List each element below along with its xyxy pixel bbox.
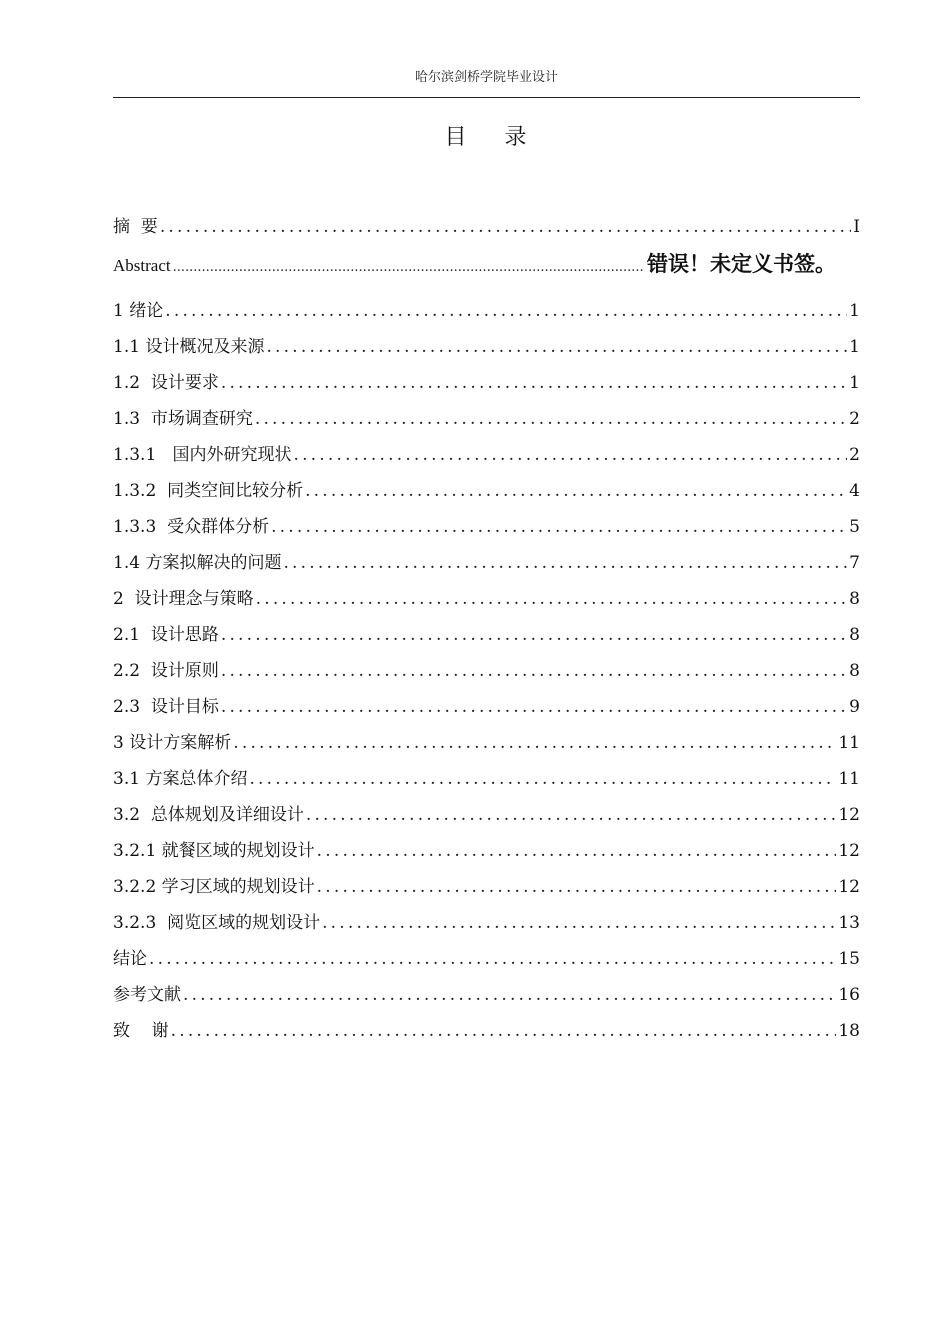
- toc-leader-dots: [149, 949, 836, 969]
- header-rule: [113, 97, 860, 98]
- toc-entry-label: 1 绪论: [113, 301, 164, 321]
- toc-entry-page: 2: [849, 409, 860, 429]
- toc-entry-label: Abstract: [113, 256, 171, 275]
- toc-entry[interactable]: [113, 872, 860, 908]
- toc-entry[interactable]: [113, 548, 860, 584]
- toc-entry[interactable]: [113, 368, 860, 404]
- toc-entry-label: 1.1 设计概况及来源: [113, 337, 265, 357]
- toc-leader-dots: [221, 373, 847, 393]
- toc-entry-page: 12: [838, 877, 860, 897]
- toc-leader-dots: [317, 877, 837, 897]
- toc-entry[interactable]: [113, 980, 860, 1016]
- toc-entry-label: 1.2 设计要求: [113, 373, 219, 393]
- toc-entry-label: 3 设计方案解析: [113, 733, 232, 753]
- toc-leader-dots: [183, 985, 836, 1005]
- toc-leader-dots: [293, 445, 847, 465]
- toc-entry[interactable]: [113, 692, 860, 728]
- toc-entry-label: 1.3.2 同类空间比较分析: [113, 481, 304, 501]
- toc-entry-label: 3.2.2 学习区域的规划设计: [113, 877, 315, 897]
- toc-entry-label: 2.2 设计原则: [113, 661, 219, 681]
- toc-entry[interactable]: [113, 332, 860, 368]
- toc-entry-page: 8: [849, 589, 860, 609]
- toc-entry[interactable]: [113, 800, 860, 836]
- toc-leader-dots: [255, 409, 847, 429]
- toc-leader-dots: [249, 769, 836, 789]
- toc-entry[interactable]: [113, 764, 860, 800]
- toc-leader-dots: [171, 1021, 837, 1041]
- toc-leader-dots: [173, 260, 645, 275]
- toc-entry-label: 2.3 设计目标: [113, 697, 219, 717]
- toc-leader-dots: [266, 337, 847, 357]
- toc-entry-page: 16: [838, 985, 860, 1005]
- toc-leader-dots: [165, 301, 847, 321]
- toc-entry-label: 3.1 方案总体介绍: [113, 769, 248, 789]
- toc-entry[interactable]: [113, 944, 860, 980]
- toc-leader-dots: [306, 805, 837, 825]
- toc-leader-dots: [221, 625, 847, 645]
- toc-leader-dots: [271, 517, 847, 537]
- toc-entry-error: 错误！未定义书签。: [647, 252, 836, 276]
- toc-entry-page: 9: [849, 697, 860, 717]
- toc-entry[interactable]: [113, 836, 860, 872]
- toc-entry-page: 12: [838, 805, 860, 825]
- toc-entry-label: 1.3.3 受众群体分析: [113, 517, 270, 537]
- toc-entry-label: 1.3.1 国内外研究现状: [113, 445, 292, 465]
- toc-entry-page: 18: [838, 1021, 860, 1041]
- toc-entry-page: 11: [838, 769, 860, 789]
- page-title: 目 录: [444, 125, 529, 150]
- toc-leader-dots: [221, 661, 847, 681]
- toc-entry-label: 摘 要: [113, 217, 158, 237]
- toc-entry[interactable]: [113, 212, 860, 248]
- toc-entry-label: 2 设计理念与策略: [113, 589, 254, 609]
- toc-leader-dots: [317, 841, 837, 861]
- toc-leader-dots: [160, 217, 851, 237]
- toc-entry-label: 3.2.1 就餐区域的规划设计: [113, 841, 315, 861]
- toc-leader-dots: [221, 697, 847, 717]
- toc-entry[interactable]: [113, 440, 860, 476]
- toc-entry-page: 13: [838, 913, 860, 933]
- toc-entry[interactable]: [113, 512, 860, 548]
- toc-entry-page: 7: [849, 553, 860, 573]
- toc-leader-dots: [256, 589, 848, 609]
- toc-entry[interactable]: [113, 656, 860, 692]
- toc-entry-label: 3.2.3 阅览区域的规划设计: [113, 913, 321, 933]
- toc-leader-dots: [283, 553, 847, 573]
- toc-entry-page: 1: [849, 373, 860, 393]
- toc-leader-dots: [305, 481, 847, 501]
- toc-leader-dots: [233, 733, 836, 753]
- toc-entry[interactable]: [113, 1016, 860, 1052]
- toc-entry-page: 2: [849, 445, 860, 465]
- toc-entry-label: 1.4 方案拟解决的问题: [113, 553, 282, 573]
- toc-entry-page: 5: [849, 517, 860, 537]
- toc-entry-label: 3.2 总体规划及详细设计: [113, 805, 304, 825]
- toc-entry-label: 致 谢: [113, 1021, 169, 1041]
- toc-entry-page: 1: [849, 337, 860, 357]
- toc-entry[interactable]: [113, 476, 860, 512]
- toc-entry[interactable]: [113, 248, 860, 296]
- toc-entry-label: 1.3 市场调查研究: [113, 409, 253, 429]
- toc-entry-page: 12: [838, 841, 860, 861]
- toc-entry-page: 11: [838, 733, 860, 753]
- table-of-contents: [113, 212, 860, 1052]
- toc-entry-page: 8: [849, 625, 860, 645]
- toc-entry[interactable]: [113, 728, 860, 764]
- toc-entry-label: 参考文献: [113, 985, 181, 1005]
- toc-entry-page: 8: [849, 661, 860, 681]
- toc-entry-page: 15: [838, 949, 860, 969]
- toc-entry[interactable]: [113, 620, 860, 656]
- toc-leader-dots: [322, 913, 836, 933]
- toc-entry[interactable]: [113, 908, 860, 944]
- toc-entry-label: 2.1 设计思路: [113, 625, 219, 645]
- toc-entry-page: 4: [849, 481, 860, 501]
- toc-entry-page: 1: [849, 301, 860, 321]
- toc-entry[interactable]: [113, 404, 860, 440]
- toc-entry[interactable]: [113, 584, 860, 620]
- toc-entry[interactable]: [113, 296, 860, 332]
- toc-entry-page: I: [853, 217, 860, 237]
- toc-entry-label: 结论: [113, 949, 147, 969]
- running-header: 哈尔滨剑桥学院毕业设计: [414, 70, 558, 85]
